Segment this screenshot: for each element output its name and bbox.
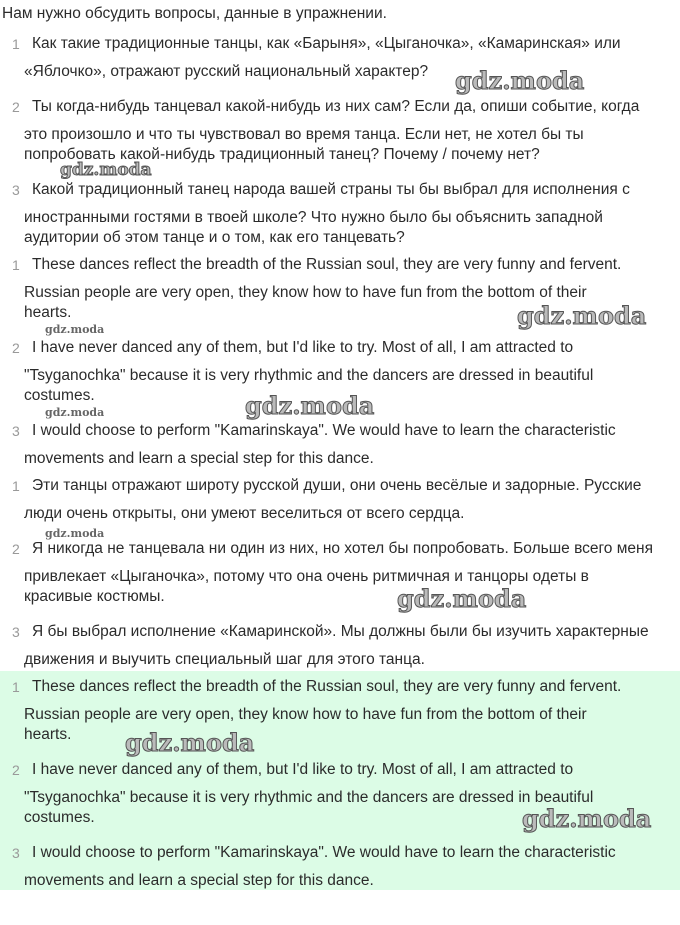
item-number: 3: [12, 423, 20, 439]
watermark: gdz.moda: [45, 406, 105, 419]
item-text-line: "Tsyganochka" because it is very rhythmic and the dancers are dressed in beautiful: [24, 367, 594, 384]
item-text-line: I would choose to perform "Kamarinskaya". We would have to learn the characteristic: [32, 844, 616, 861]
item-number: 1: [12, 257, 20, 273]
numbered-item: [12, 677, 680, 745]
item-text-line: movements and learn a special step for this dance.: [24, 450, 374, 467]
watermark: gdz.moda: [60, 160, 152, 180]
item-text-line: These dances reflect the breadth of the Russian soul, they are very funny and fervent.: [32, 256, 622, 273]
item-number: 2: [12, 99, 20, 115]
item-text-line: Я никогда не танцевала ни один из них, но хотел бы попробовать. Больше всего меня: [32, 540, 653, 557]
item-text-line: Russian people are very open, they know how to have fun from the bottom of their: [24, 284, 587, 301]
numbered-item: [12, 476, 680, 524]
numbered-item: [12, 622, 680, 670]
item-number: 2: [12, 762, 20, 778]
item-text-line: люди очень открыты, они умеют веселиться от всего сердца.: [24, 505, 465, 522]
item-number: 2: [12, 340, 20, 356]
item-text-line: hearts.: [24, 726, 72, 743]
watermark: gdz.moda: [397, 584, 527, 613]
item-text-line: Эти танцы отражают широту русской души, они очень весёлые и задорные. Русские: [32, 477, 642, 494]
item-text-line: costumes.: [24, 387, 95, 404]
item-text-line: попробовать какой-нибудь традиционный танец? Почему / почему нет?: [24, 146, 540, 163]
item-text-line: красивые костюмы.: [24, 588, 165, 605]
item-text-line: Russian people are very open, they know how to have fun from the bottom of their: [24, 706, 587, 723]
item-number: 3: [12, 624, 20, 640]
numbered-item: [12, 421, 680, 469]
item-text-line: аудитории об этом танце и о том, как его танцевать?: [24, 229, 405, 246]
item-text-line: I have never danced any of them, but I'd like to try. Most of all, I am attracted to: [32, 339, 574, 356]
item-text-line: «Яблочко», отражают русский национальный характер?: [24, 63, 429, 80]
watermark: gdz.moda: [455, 66, 585, 95]
item-text-line: иностранными гостями в твоей школе? Что нужно было бы объяснить западной: [24, 209, 603, 226]
numbered-item: [12, 180, 680, 248]
item-number: 1: [12, 679, 20, 695]
item-text-line: These dances reflect the breadth of the Russian soul, they are very funny and fervent.: [32, 678, 622, 695]
item-text-line: hearts.: [24, 304, 72, 321]
item-number: 1: [12, 478, 20, 494]
item-text-line: движения и выучить специальный шаг для этого танца.: [24, 651, 425, 668]
numbered-item: [12, 539, 680, 607]
item-text-line: Как такие традиционные танцы, как «Барыня», «Цыганочка», «Камаринская» или: [32, 35, 621, 52]
item-number: 1: [12, 36, 20, 52]
item-text-line: "Tsyganochka" because it is very rhythmic and the dancers are dressed in beautiful: [24, 789, 594, 806]
item-text-line: costumes.: [24, 809, 95, 826]
watermark: gdz.moda: [45, 323, 105, 336]
watermark: gdz.moda: [517, 301, 647, 330]
item-number: 2: [12, 541, 20, 557]
item-text-line: Я бы выбрал исполнение «Камаринской». Мы должны были бы изучить характерные: [32, 623, 649, 640]
watermark: gdz.moda: [125, 728, 255, 757]
item-text-line: это произошло и что ты чувствовал во время танца. Если нет, не хотел бы ты: [24, 126, 584, 143]
item-text-line: Какой традиционный танец народа вашей страны ты бы выбрал для исполнения с: [32, 181, 630, 198]
watermark: gdz.moda: [45, 527, 105, 540]
numbered-item: [12, 97, 680, 165]
watermark: gdz.moda: [522, 804, 652, 833]
item-text-line: Ты когда-нибудь танцевал какой-нибудь из них сам? Если да, опиши событие, когда: [32, 98, 640, 115]
numbered-item: [12, 843, 680, 891]
item-text-line: I would choose to perform "Kamarinskaya". We would have to learn the characteristic: [32, 422, 616, 439]
item-text-line: movements and learn a special step for this dance.: [24, 872, 374, 889]
item-text-line: I have never danced any of them, but I'd like to try. Most of all, I am attracted to: [32, 761, 574, 778]
watermark: gdz.moda: [245, 391, 375, 420]
item-text-line: привлекает «Цыганочка», потому что она очень ритмичная и танцоры одеты в: [24, 568, 589, 585]
item-number: 3: [12, 182, 20, 198]
item-number: 3: [12, 845, 20, 861]
intro-text: Нам нужно обсудить вопросы, данные в упражнении.: [2, 5, 387, 22]
